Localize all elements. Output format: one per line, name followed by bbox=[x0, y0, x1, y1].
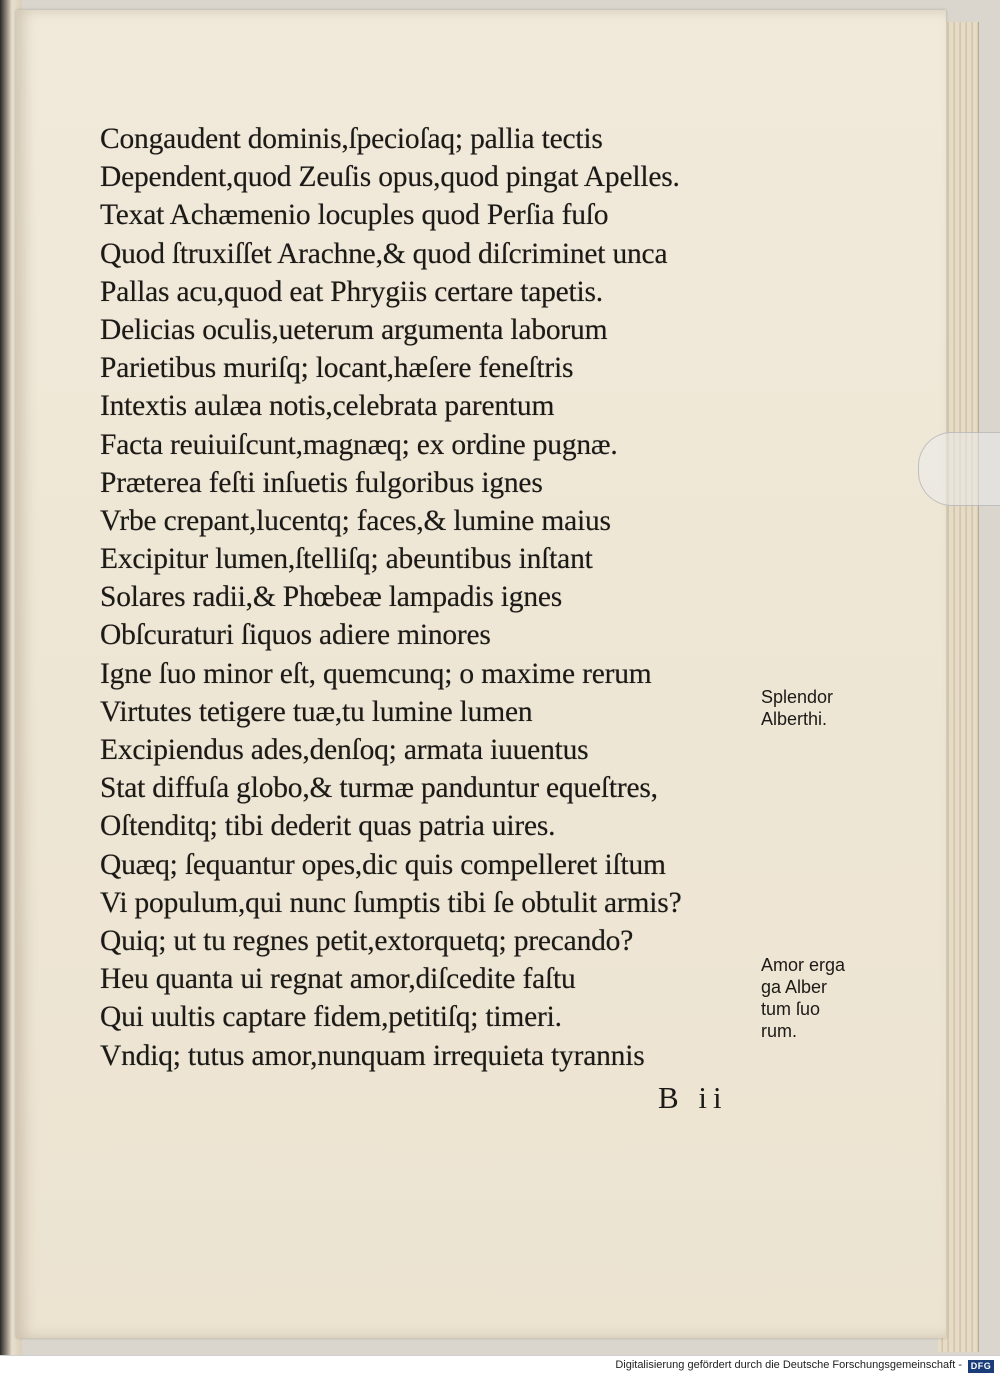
marginal-note-line: Alberthi. bbox=[761, 709, 828, 729]
verse-text bbox=[100, 120, 740, 1075]
verse-line: Delicias oculis,ueterum argumenta laborum bbox=[100, 313, 608, 346]
page-clip bbox=[918, 432, 1000, 506]
verse-line: Præterea feſti inſuetis fulgoribus ignes bbox=[100, 466, 543, 499]
signature-mark: B ii bbox=[658, 1080, 728, 1115]
verse-line: Oſtenditq; tibi dederit quas patria uires. bbox=[100, 810, 556, 843]
verse-line: Quod ſtruxiſſet Arachne,& quod diſcriminet unca bbox=[100, 237, 668, 270]
verse-line: Heu quanta ui regnat amor,diſcedite faſtu bbox=[100, 963, 576, 996]
verse-line: Stat diffuſa globo,& turmæ panduntur equeſtres, bbox=[100, 772, 658, 805]
verse-line: Vrbe crepant,lucentq; faces,& lumine maius bbox=[100, 504, 611, 537]
footer-credit: Digitalisierung gefördert durch die Deutsche Forschungsgemeinschaft - bbox=[615, 1359, 962, 1371]
verse-line: Congaudent dominis,ſpecioſaq; pallia tectis bbox=[100, 123, 603, 155]
verse-line: Obſcuraturi ſiquos adiere minores bbox=[100, 619, 491, 652]
verse-line: Excipiendus ades,denſoq; armata iuuentus bbox=[100, 734, 589, 766]
marginal-note-line: tum ſuo bbox=[761, 999, 821, 1019]
verse-line: Vndiq; tutus amor,nunquam irrequieta tyrannis bbox=[100, 1039, 645, 1072]
footer-bar bbox=[0, 1355, 1000, 1378]
verse-line: Vi populum,qui nunc ſumptis tibi ſe obtulit armis? bbox=[100, 886, 682, 919]
show-through-text bbox=[756, 120, 946, 1020]
verse-line: Pallas acu,quod eat Phrygiis certare tapetis. bbox=[100, 275, 603, 308]
book-page bbox=[16, 10, 946, 1338]
verse-line: Dependent,quod Zeuſis opus,quod pingat Apelles. bbox=[100, 161, 680, 194]
verse-line: Solares radii,& Phœbeæ lampadis ignes bbox=[100, 581, 563, 614]
verse-line: Excipitur lumen,ſtelliſq; abeuntibus inſtant bbox=[100, 543, 593, 576]
verse-line: Facta reuiuiſcunt,magnæq; ex ordine pugnæ. bbox=[100, 428, 618, 461]
verse-line: Texat Achæmenio locuples quod Perſia fuſo bbox=[100, 199, 609, 232]
verse-line: Qui uultis captare fidem,petitiſq; timeri. bbox=[100, 1001, 562, 1034]
verse-line: Quiq; ut tu regnes petit,extorquetq; precando? bbox=[100, 924, 634, 957]
verse-line: Intextis aulæa notis,celebrata parentum bbox=[100, 390, 555, 423]
marginal-note-line: rum. bbox=[761, 1021, 797, 1041]
marginal-note-line: Amor erga bbox=[761, 955, 846, 975]
dfg-logo: DFG bbox=[968, 1360, 994, 1373]
marginal-note-line: ga Alber bbox=[761, 977, 828, 997]
verse-line: Quæq; ſequantur opes,dic quis compelleret iſtum bbox=[100, 848, 666, 881]
marginal-note-amor bbox=[761, 954, 845, 1042]
verse-line: Virtutes tetigere tuæ,tu lumine lumen bbox=[100, 695, 533, 728]
marginal-note-splendor bbox=[761, 686, 833, 730]
marginal-note-line: Splendor bbox=[761, 687, 834, 707]
verse-line: Parietibus muriſq; locant,hæſere feneſtris bbox=[100, 352, 574, 385]
verse-line: Igne ſuo minor eſt, quemcunq; o maxime rerum bbox=[100, 657, 652, 690]
